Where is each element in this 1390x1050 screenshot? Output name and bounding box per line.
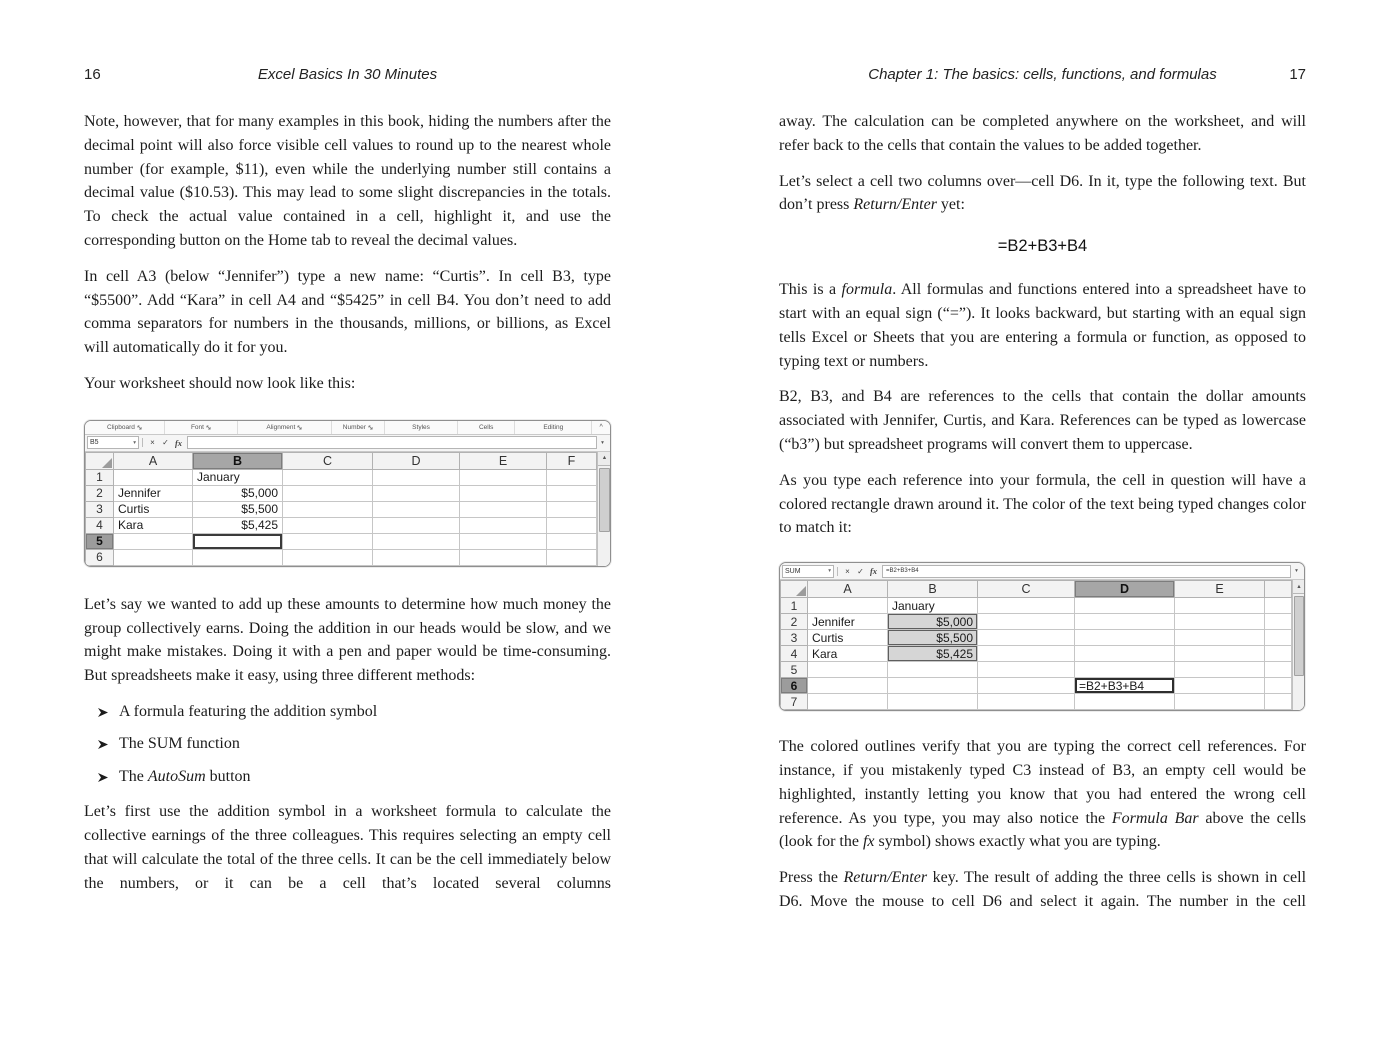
cell-A1 [114, 469, 193, 485]
formula-bar [780, 563, 1304, 580]
name-box-dropdown-icon: ▾ [133, 439, 136, 446]
cell-E5 [460, 533, 547, 549]
cell-D3 [1075, 630, 1175, 646]
cell-D1 [1075, 598, 1175, 614]
sheet-element [781, 694, 1292, 710]
name-box [87, 436, 139, 449]
cell-A2: Jennifer [114, 485, 193, 501]
text-run: As you type each reference into your formula, the cell in question will have a colored rectangle drawn around it. The color of the text being typed changes color to match it: [779, 471, 1306, 537]
vertical-scrollbar [597, 452, 611, 566]
column-header-B: B [193, 452, 283, 469]
running-title: Excel Basics In 30 Minutes [257, 66, 438, 83]
cell-C7 [978, 694, 1075, 710]
sheet-element [298, 426, 301, 429]
dialog-launcher-icon [368, 425, 373, 430]
row-header-7: 7 [781, 694, 808, 710]
ribbon-group-clipboard [85, 421, 165, 434]
cell-E5 [1175, 662, 1265, 678]
spreadsheet-screenshot-1 [84, 420, 611, 567]
text-run: This is a [779, 281, 842, 299]
paragraph [84, 800, 611, 895]
cell-F3 [547, 501, 597, 517]
column-header-E: E [460, 452, 547, 469]
corner-triangle-icon [102, 458, 112, 468]
cell-F6 [547, 549, 597, 565]
cell-D2 [373, 485, 460, 501]
cell-A5 [808, 662, 888, 678]
scroll-up-icon: ▲ [1293, 580, 1305, 594]
cell-F2 [547, 485, 597, 501]
name-box-dropdown-icon: ▾ [828, 568, 831, 575]
column-header-D: D [1075, 581, 1175, 598]
select-all-corner [781, 581, 808, 598]
cell-B1: January [888, 598, 978, 614]
paragraph [84, 110, 611, 253]
cell-E2 [460, 485, 547, 501]
sheet-element [207, 426, 210, 429]
formula-bar-dropdown-icon: ▾ [1295, 568, 1298, 575]
bullet-label: The AutoSum button [119, 767, 251, 785]
formula-input: =B2+B3+B4 [882, 565, 1291, 578]
text-run: Note, however, that for many examples in this book, hiding the numbers after the decimal point will also force visible cell values to round up to the nearest whole number (for example, $11), even while the underlying number still contains a decimal value ($10.53). This may lead to some slight discrepancies in the totals. To check the actual value contained in a cell, highlight it, and use the corresponding button on the Home tab to reveal the decimal values. [84, 113, 611, 249]
page-header-left [84, 66, 611, 84]
paragraph [84, 265, 611, 360]
emphasis-text: Return/Enter [843, 869, 928, 887]
cell-D6: =B2+B3+B4 [1075, 678, 1175, 694]
row-header-4: 4 [86, 517, 114, 533]
paragraph [779, 385, 1306, 456]
cell-B4: $5,425 [193, 517, 283, 533]
paragraph [779, 469, 1306, 540]
dialog-launcher-icon [206, 425, 211, 430]
cell-F1 [547, 469, 597, 485]
formula-text: =B2+B3+B4 [997, 237, 1088, 256]
ribbon-group-label: Editing [543, 423, 564, 431]
sheet-element [86, 452, 597, 469]
cell-B6 [193, 549, 283, 565]
cell-D3 [373, 501, 460, 517]
spreadsheet-screenshot-2 [779, 562, 1305, 711]
bullet-arrow-icon [98, 772, 109, 783]
cell-D6 [373, 549, 460, 565]
cell-D2 [1075, 614, 1175, 630]
scrollbar-thumb [1294, 596, 1304, 676]
sheet-element [369, 426, 372, 429]
row-header-2: 2 [781, 614, 808, 630]
sheet-element [781, 646, 1292, 662]
cell-C6 [978, 678, 1075, 694]
ribbon-group-cells [458, 421, 515, 434]
cell-B2: $5,000 [888, 614, 978, 630]
cell-C4 [283, 517, 373, 533]
ribbon-group-strip [85, 421, 610, 435]
row-header-6: 6 [781, 678, 808, 694]
page-right [779, 66, 1306, 926]
cell-D7 [1075, 694, 1175, 710]
paragraph [779, 866, 1306, 914]
ribbon-group-font [165, 421, 238, 434]
cell-A4: Kara [808, 646, 888, 662]
cell-B3: $5,500 [888, 630, 978, 646]
cell-B5 [888, 662, 978, 678]
ribbon-group-editing [515, 421, 592, 434]
cell-A1 [808, 598, 888, 614]
bullet-label: A formula featuring the addition symbol [119, 702, 378, 720]
column-header-D: D [373, 452, 460, 469]
name-box-value: B5 [90, 439, 99, 447]
ribbon-group-label: Clipboard [107, 423, 135, 431]
ribbon-group-styles [385, 421, 458, 434]
formula-input [187, 436, 597, 449]
cell-A2: Jennifer [808, 614, 888, 630]
sheet-element [781, 630, 1292, 646]
name-box [782, 565, 834, 578]
page-number: 16 [84, 66, 101, 83]
cell-E1 [460, 469, 547, 485]
text-run: In cell A3 (below “Jennifer”) type a new name: “Curtis”. In cell B3, type “$5500”. Add “Kara” in cell A4 and “$5425” in cell B4. You don’t need to add comma separators for numbers in the thousands, millions, or billions, as Excel will automatically do it for you. [84, 267, 611, 357]
collapse-ribbon-icon: ^ [599, 423, 603, 431]
cell-C3 [978, 630, 1075, 646]
scrollbar-thumb [599, 468, 610, 532]
cell-A7 [808, 694, 888, 710]
cell-A4: Kara [114, 517, 193, 533]
row-header-2: 2 [86, 485, 114, 501]
text-run: Press the [779, 869, 844, 887]
cell-B7 [888, 694, 978, 710]
corner-triangle-icon [796, 586, 806, 596]
cell-C3 [283, 501, 373, 517]
page-left [84, 66, 611, 908]
divider [837, 567, 838, 576]
row-header-3: 3 [86, 501, 114, 517]
sheet-element [86, 549, 597, 565]
ribbon-group-label: Number [342, 423, 366, 431]
text-run: Let’s first use the addition symbol in a worksheet formula to calculate the collective earnings of the three colleagues. This requires selecting an empty cell that will calculate the total of the three cells. It can be the cell immediately below the numbers, or it can be a cell that’s located several columns [84, 803, 611, 892]
bullet-item [98, 700, 611, 724]
text-run: yet: [936, 196, 965, 214]
dialog-launcher-icon [137, 425, 142, 430]
row-header-3: 3 [781, 630, 808, 646]
sheet-element [86, 469, 597, 485]
ribbon-group-label: Alignment [266, 423, 296, 431]
paragraph [779, 735, 1306, 854]
cell-B6 [888, 678, 978, 694]
cell-partial [1265, 678, 1292, 694]
cell-E3 [460, 501, 547, 517]
row-header-4: 4 [781, 646, 808, 662]
enter-icon: ✓ [857, 566, 864, 576]
row-header-1: 1 [86, 469, 114, 485]
cell-C5 [283, 533, 373, 549]
cell-C2 [978, 614, 1075, 630]
cell-C2 [283, 485, 373, 501]
ribbon-group-label: Styles [412, 423, 430, 431]
text-run: B2, B3, and B4 are references to the cells that contain the dollar amounts associated with Jennifer, Curtis, and Kara. References can be typed as lowercase (“b3”) but spreadsheet programs will convert them to uppercase. [779, 388, 1306, 453]
cell-E4 [1175, 646, 1265, 662]
sheet-element [86, 501, 597, 517]
formula-bar-dropdown-icon: ▾ [601, 439, 604, 446]
bullet-arrow-icon [98, 707, 109, 718]
vertical-scrollbar [1292, 580, 1305, 710]
worksheet-grid [85, 452, 597, 566]
ribbon-group-label: Cells [478, 423, 494, 431]
cell-E3 [1175, 630, 1265, 646]
emphasis-text: formula [841, 281, 893, 299]
cell-partial [1265, 694, 1292, 710]
column-header-C: C [978, 581, 1075, 598]
sheet-element [86, 485, 597, 501]
cell-B2: $5,000 [193, 485, 283, 501]
column-header-B: B [888, 581, 978, 598]
ribbon-group-alignment [238, 421, 332, 434]
column-header-E: E [1175, 581, 1265, 598]
ribbon-group-number [332, 421, 385, 434]
text-run: away. The calculation can be completed anywhere on the worksheet, and will refer back to the cells that contain the values to be added together. [779, 113, 1306, 154]
paragraph [779, 110, 1306, 158]
ribbon-group-label: Font [190, 423, 204, 431]
cell-B5 [193, 533, 283, 549]
cell-partial [1265, 662, 1292, 678]
running-title: Chapter 1: The basics: cells, functions, and formulas [868, 66, 1217, 83]
cell-E6 [1175, 678, 1265, 694]
cell-partial [1265, 598, 1292, 614]
sheet-element [781, 598, 1292, 614]
cell-E1 [1175, 598, 1265, 614]
worksheet-grid [780, 580, 1292, 710]
text-run: The colored outlines verify that you are typing the correct cell references. For instance, if you mistakenly typed C3 instead of B3, an empty cell would be highlighted, instantly letting you know that you had entered the wrong cell reference. As you type, you may also notice the [779, 738, 1306, 827]
enter-icon: ✓ [162, 438, 169, 448]
cell-partial [1265, 614, 1292, 630]
sheet-element [86, 517, 597, 533]
cell-E4 [460, 517, 547, 533]
page-number: 17 [1289, 66, 1306, 83]
bullet-item [98, 765, 611, 789]
text-run: . All formulas and functions entered into a spreadsheet have to start with an equal sign (“=”). It looks backward, but starting with an equal sign tells Excel or Sheets that you are entering a formula or function, as opposed to typing text or numbers. [779, 281, 1307, 370]
text-run: symbol) shows exactly what you are typing. [874, 833, 1161, 851]
sheet-element [781, 581, 1292, 598]
sheet-element [86, 533, 597, 549]
cell-D1 [373, 469, 460, 485]
dialog-launcher-icon [297, 425, 302, 430]
insert-function-icon: fx [869, 566, 878, 577]
sheet-element [780, 580, 1304, 710]
sheet-element [781, 581, 1292, 710]
cell-B1: January [193, 469, 283, 485]
cell-A6 [808, 678, 888, 694]
cell-A3: Curtis [114, 501, 193, 517]
text-run: above the cells (look for the [779, 809, 1307, 851]
cell-F5 [547, 533, 597, 549]
text-run: key. The result of adding the three cells is shown in cell D6. Move the mouse to cell D6 and select it again. The number in the cell [779, 869, 1307, 910]
bullet-arrow-icon [98, 739, 109, 750]
divider [142, 438, 143, 447]
sheet-element [781, 662, 1292, 678]
paragraph [84, 593, 611, 688]
name-box-value: SUM [785, 567, 801, 575]
page-header-right [779, 66, 1306, 84]
column-header-A: A [808, 581, 888, 598]
row-header-5: 5 [86, 533, 114, 549]
text-run: Your worksheet should now look like this: [84, 374, 356, 392]
paragraph [779, 170, 1306, 218]
bullet-item [98, 732, 611, 756]
sheet-element [85, 452, 610, 566]
insert-function-icon: fx [174, 437, 183, 448]
column-header-F: F [547, 452, 597, 469]
column-header-A: A [114, 452, 193, 469]
cell-D4 [373, 517, 460, 533]
cell-A6 [114, 549, 193, 565]
cell-E6 [460, 549, 547, 565]
select-all-corner [86, 452, 114, 469]
row-header-1: 1 [781, 598, 808, 614]
cell-partial [1265, 630, 1292, 646]
cancel-icon: × [150, 438, 155, 448]
paragraph [84, 372, 611, 396]
cell-B3: $5,500 [193, 501, 283, 517]
emphasis-text: Return/Enter [853, 196, 937, 214]
bullet-list [98, 700, 611, 788]
cell-A5 [114, 533, 193, 549]
text-run: Let’s say we wanted to add up these amounts to determine how much money the group collectively earns. Doing the addition in our heads would be slow, and we might make mistakes. Doing it with a pen and paper would be time-consuming. But spreadsheets make it easy, using three different methods: [84, 595, 611, 685]
text-run: Let’s select a cell two columns over—cell D6. In it, type the following text. But don’t press [779, 172, 1306, 214]
row-header-5: 5 [781, 662, 808, 678]
emphasis-text: fx [862, 833, 875, 851]
cell-C1 [978, 598, 1075, 614]
sheet-element [781, 614, 1292, 630]
cell-F4 [547, 517, 597, 533]
bullet-label: The SUM function [119, 735, 240, 753]
column-header-partial [1265, 581, 1292, 598]
cell-A3: Curtis [808, 630, 888, 646]
cell-C1 [283, 469, 373, 485]
cell-E2 [1175, 614, 1265, 630]
cell-D4 [1075, 646, 1175, 662]
cell-D5 [1075, 662, 1175, 678]
cell-E7 [1175, 694, 1265, 710]
cell-partial [1265, 646, 1292, 662]
row-header-6: 6 [86, 549, 114, 565]
sheet-element [781, 678, 1292, 694]
cell-B4: $5,425 [888, 646, 978, 662]
cell-C5 [978, 662, 1075, 678]
cell-D5 [373, 533, 460, 549]
cell-C6 [283, 549, 373, 565]
column-header-C: C [283, 452, 373, 469]
emphasis-text: Formula Bar [1111, 809, 1199, 827]
sheet-element [86, 452, 597, 565]
cancel-icon: × [845, 566, 850, 576]
scroll-up-icon: ▲ [598, 452, 611, 466]
cell-C4 [978, 646, 1075, 662]
formula-bar [85, 435, 610, 452]
sheet-element [138, 426, 141, 429]
paragraph [779, 278, 1306, 373]
